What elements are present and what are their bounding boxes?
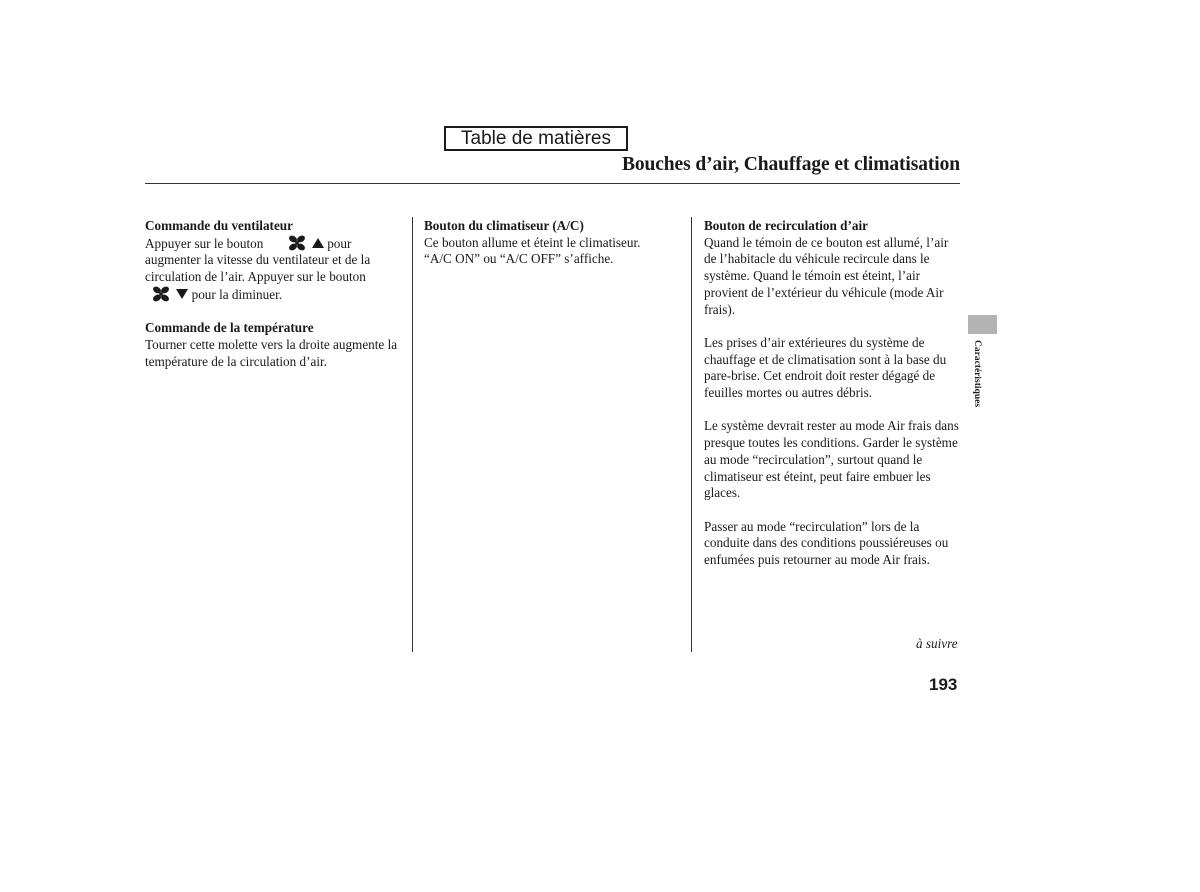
ac-button-heading: Bouton du climatiseur (A/C) — [424, 218, 584, 233]
recirculation-paragraph-3: Le système devrait rester au mode Air frais dans presque toutes les conditions. Garder le système au mode “recirculation”, surtout quand le climatiseur est éteint, peut faire embuer les glaces. — [704, 418, 959, 501]
fan-icon — [287, 235, 307, 251]
triangle-down-icon — [176, 289, 188, 299]
section-tab-label: Caractéristiques — [972, 340, 982, 408]
column-1 — [145, 218, 401, 387]
fan-control-text-d: circulation de l’air. Appuyer sur le bouton — [145, 269, 366, 285]
fan-control-text-b: pour — [327, 235, 352, 251]
fan-control-text-e: pour la diminuer. — [191, 286, 283, 302]
triangle-up-icon — [312, 238, 324, 248]
continued-label: à suivre — [916, 636, 958, 651]
fan-icon — [151, 286, 171, 302]
page-title: Bouches d’air, Chauffage et climatisation — [621, 154, 960, 175]
recirculation-heading: Bouton de recirculation d’air — [704, 218, 868, 233]
temperature-control-text: Tourner cette molette vers la droite augmente la température de la circulation d’air. — [145, 336, 398, 369]
column-divider-2 — [691, 217, 692, 652]
recirculation-paragraph-2: Les prises d’air extérieures du système de chauffage et de climatisation sont à la base du pare-brise. Cet endroit doit rester dégagé de feuilles mortes ou autres débris. — [704, 334, 947, 401]
table-of-contents-button[interactable]: Table de matières — [444, 126, 628, 151]
fan-control-section — [145, 218, 401, 304]
ac-button-text-1: Ce bouton allume et éteint le climatiseur. — [424, 234, 641, 250]
fan-control-text-a: Appuyer sur le bouton — [145, 235, 264, 251]
header-rule — [145, 183, 960, 184]
column-divider-1 — [412, 217, 413, 652]
ac-button-section — [424, 218, 684, 268]
temperature-control-heading: Commande de la température — [145, 320, 314, 336]
column-3 — [704, 218, 962, 585]
recirculation-paragraph-4: Passer au mode “recirculation” lors de la conduite dans des conditions poussiéreuses ou enfumées puis retourner au mode Air frais. — [704, 518, 949, 568]
fan-control-text-c: augmenter la vitesse du ventilateur et de la — [145, 252, 371, 268]
temperature-control-section — [145, 320, 401, 370]
recirculation-section — [704, 218, 962, 318]
recirculation-paragraph-1: Quand le témoin de ce bouton est allumé, l’air de l’habitacle du véhicule recircule dans le système. Quand le témoin est éteint, l’air provient de l’extérieur du véhicule (mode Air frais). — [704, 234, 949, 317]
page-number: 193 — [929, 675, 958, 694]
section-tab[interactable] — [968, 315, 997, 334]
fan-control-heading: Commande du ventilateur — [145, 218, 293, 233]
ac-button-text-2: “A/C ON” ou “A/C OFF” s’affiche. — [424, 251, 614, 267]
column-2 — [424, 218, 684, 285]
